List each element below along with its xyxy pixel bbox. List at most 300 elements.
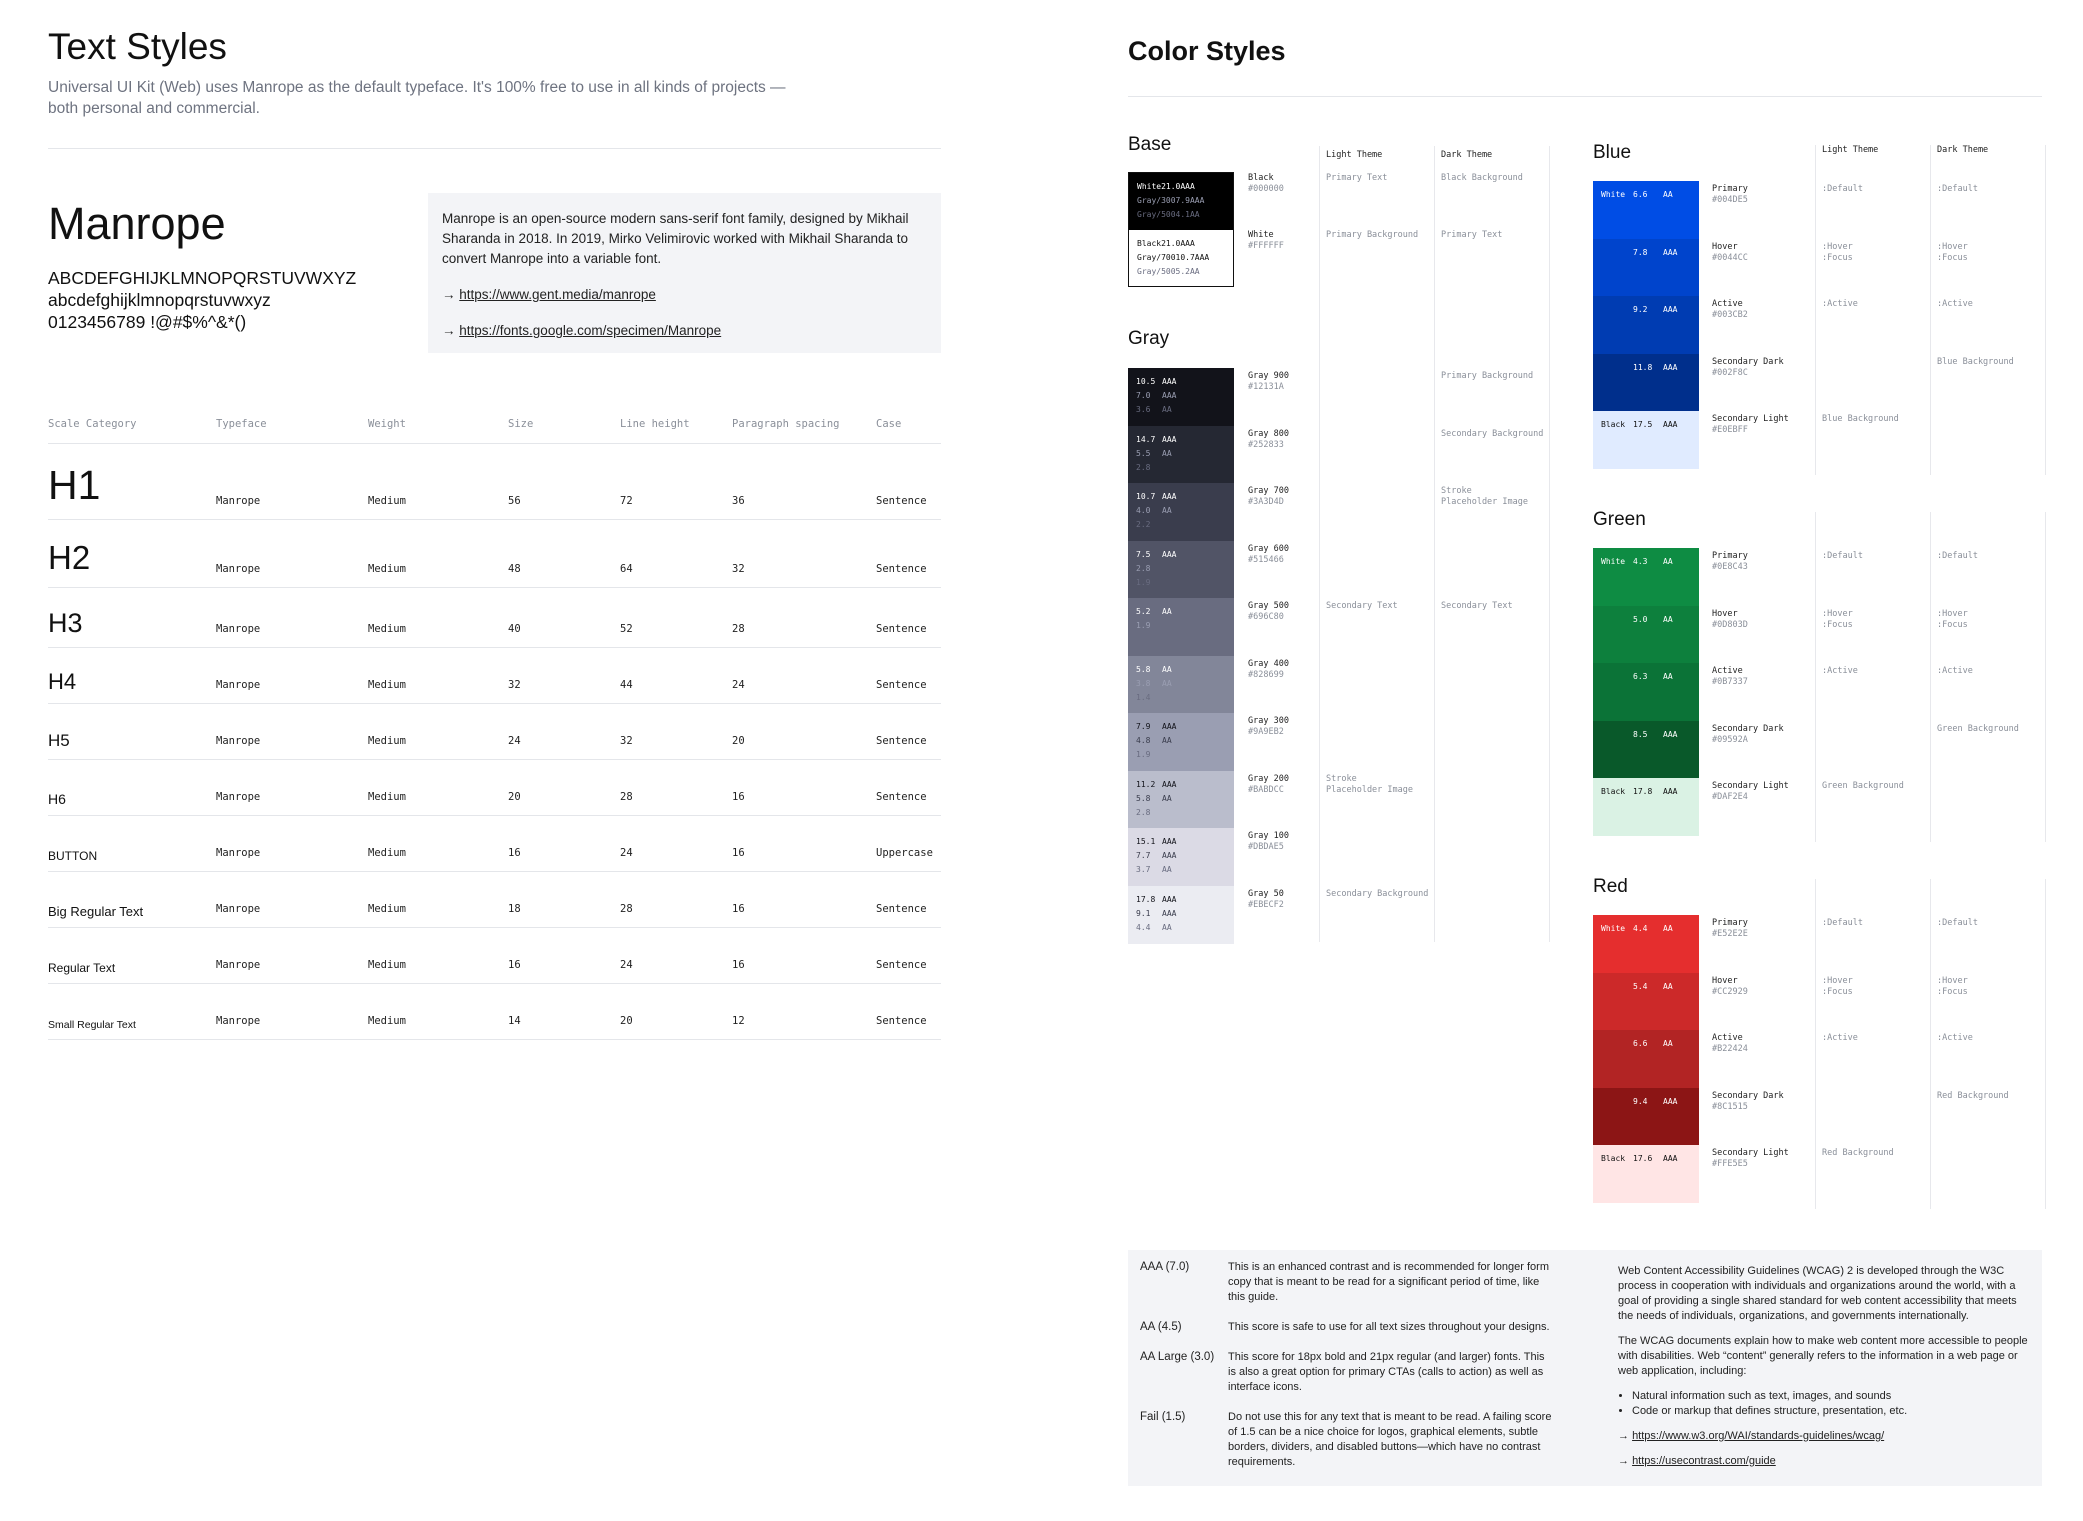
light-theme-usage: Red Background: [1822, 1148, 1894, 1158]
dark-theme-usage: Secondary Text: [1441, 601, 1513, 611]
contrast-row: [1136, 490, 1226, 504]
hex-code: #515466: [1248, 554, 1284, 565]
blue-color-label: [1712, 357, 1784, 379]
black-swatch: [1129, 173, 1233, 230]
contrast-row: [1136, 562, 1226, 576]
blue-color-label: [1712, 299, 1748, 321]
red-color-label: [1712, 976, 1748, 998]
arrow-right-icon: →: [442, 323, 456, 338]
gray-color-label: [1248, 889, 1284, 911]
contrast-ratio: 2.2: [1136, 520, 1151, 529]
light-theme-usage: Secondary Text: [1326, 601, 1398, 611]
hex-code: #DBDAE5: [1248, 842, 1284, 852]
dark-theme-usage: Blue Background: [1937, 356, 2014, 367]
hex-code: #E0EBFF: [1712, 425, 1748, 435]
gray-color-label: [1248, 601, 1289, 623]
contrast-value: 21.0: [1161, 239, 1181, 248]
contrast-row: [1136, 403, 1226, 417]
cell-case: Sentence: [876, 563, 927, 575]
cell-size: 18: [508, 903, 521, 915]
cell-line-height: 64: [620, 563, 633, 575]
wcag-paragraph-2: The WCAG documents explain how to make web content more accessible to people with disabilities. Web “content” generally refers to the information in a web page or web application, including:: [1618, 1335, 2028, 1377]
wcag-paragraph-1: Web Content Accessibility Guidelines (WCAG) 2 is developed through the W3C process in cooperation with individuals and organizations around the world, with a goal of providing a single shared standard for web content accessibility that meets the needs of individuals, organizations, and governments internationally.: [1618, 1265, 2017, 1322]
green-swatch: [1593, 721, 1699, 779]
legend-text: This score is safe to use for all text sizes throughout your designs.: [1228, 1321, 1550, 1333]
hex-code: #3A3D4D: [1248, 497, 1284, 507]
cell-weight: Medium: [368, 903, 406, 915]
blue-swatch: [1593, 239, 1699, 297]
cell-typeface: Manrope: [216, 1015, 261, 1027]
arrow-right-icon: →: [442, 287, 456, 302]
green-swatch: [1593, 778, 1699, 836]
cell-typeface: Manrope: [216, 959, 261, 971]
color-name: Secondary Light: [1712, 781, 1789, 791]
contrast-row: [1136, 921, 1226, 935]
contrast-row: [1136, 548, 1226, 562]
dark-theme-usage: :Hover :Focus: [1937, 241, 1968, 263]
dark-theme-usage: Secondary Background: [1441, 428, 1544, 439]
cell-paragraph: 12: [732, 1015, 745, 1027]
hex-code: #BABDCC: [1248, 784, 1284, 795]
contrast-row: [1136, 778, 1226, 792]
cell-size: 20: [508, 791, 521, 803]
glyph-numbers: 0123456789 !@#$%^&*(): [48, 312, 247, 332]
column-divider: [1930, 879, 1931, 1209]
contrast-ratio: 17.5: [1633, 420, 1653, 429]
contrast-grade: AAA: [1663, 305, 1678, 314]
hex-code: #FFFFFF: [1248, 241, 1284, 251]
contrast-row: [1136, 677, 1226, 691]
contrast-grade: AA: [1663, 924, 1673, 933]
gent-media-link[interactable]: https://www.gent.media/manrope: [459, 287, 656, 302]
scale-category-name: H3: [48, 608, 83, 638]
contrast-grade: AA: [1162, 793, 1172, 803]
contrast-row: [1136, 691, 1226, 705]
contrast-text-color: [1601, 1095, 1633, 1109]
blue-swatch: [1593, 411, 1699, 469]
dark-theme-usage: :Active: [1937, 666, 1973, 676]
contrast-row: [1601, 785, 1691, 799]
section-title-blue: Blue: [1593, 142, 1632, 163]
cell-weight: Medium: [368, 495, 406, 507]
cell-paragraph: 28: [732, 623, 745, 635]
hex-code: #252833: [1248, 439, 1284, 450]
contrast-row: [1136, 893, 1226, 907]
color-name: Gray 800: [1248, 428, 1289, 439]
table-row: [48, 588, 941, 648]
cell-size: 32: [508, 679, 521, 691]
contrast-text-color: Black: [1601, 420, 1626, 429]
contrast-grade: AA: [1162, 736, 1172, 745]
hex-code: #004DE5: [1712, 195, 1748, 205]
glyph-uppercase: ABCDEFGHIJKLMNOPQRSTUVWXYZ: [48, 268, 357, 288]
color-name: Primary: [1712, 551, 1748, 561]
dark-theme-usage: :Hover :Focus: [1937, 608, 1968, 630]
glyph-sample: [48, 267, 356, 333]
light-theme-header: Light Theme: [1326, 150, 1383, 160]
contrast-ratio: 6.6: [1633, 190, 1648, 199]
color-name: Secondary Light: [1712, 1148, 1789, 1158]
contrast-ratio: 9.1: [1136, 908, 1151, 918]
table-row: [48, 984, 941, 1040]
color-name: Gray 300: [1248, 716, 1289, 726]
column-header: Scale Category: [48, 418, 137, 430]
color-name: Gray 700: [1248, 486, 1289, 496]
column-header: Size: [508, 418, 534, 430]
cell-line-height: 52: [620, 623, 633, 635]
contrast-ratio: 5.8: [1136, 793, 1151, 803]
cell-typeface: Manrope: [216, 679, 261, 691]
gray-color-label: [1248, 429, 1289, 451]
arrow-right-icon: →: [1618, 1455, 1629, 1467]
cell-typeface: Manrope: [216, 623, 261, 635]
contrast-row: [1601, 1152, 1691, 1166]
red-swatch: [1593, 1145, 1699, 1203]
red-color-label: [1712, 1091, 1784, 1113]
contrast-grade: AA: [1663, 557, 1673, 566]
cell-line-height: 72: [620, 495, 633, 507]
gray-swatch: [1128, 541, 1234, 599]
dark-theme-usage: Primary Text: [1441, 230, 1503, 240]
contrast-ratio: 8.5: [1633, 729, 1648, 739]
column-divider: [1930, 145, 1931, 475]
gray-color-label: [1248, 371, 1289, 393]
contrast-grade: AAA: [1663, 1154, 1678, 1163]
green-color-label: [1712, 781, 1789, 803]
contrast-text-color: [1601, 980, 1633, 994]
contrast-text-color: [1601, 670, 1633, 684]
cell-case: Sentence: [876, 679, 927, 691]
contrast-ratio: 15.1: [1136, 837, 1156, 846]
color-name: Active: [1712, 666, 1743, 676]
contrast-row: [1601, 613, 1691, 627]
contrast-value: AAA: [1180, 239, 1195, 248]
w3c-wcag-link[interactable]: https://www.w3.org/WAI/standards-guidelines/wcag/: [1632, 1430, 1885, 1442]
blue-color-label: [1712, 184, 1748, 206]
column-header: Paragraph spacing: [732, 418, 840, 430]
column-header: Case: [876, 418, 902, 430]
contrast-grade: AAA: [1162, 434, 1177, 444]
contrast-value: Gray/700: [1137, 253, 1176, 262]
contrast-text-color: Black: [1601, 787, 1626, 796]
contrast-row: [1136, 663, 1226, 677]
base-swatch: [1128, 172, 1234, 287]
contrast-text-color: [1601, 303, 1633, 317]
color-name: Secondary Light: [1712, 414, 1789, 424]
contrast-row: [1136, 720, 1226, 734]
contrast-value: Gray/500: [1137, 267, 1176, 276]
light-theme-usage: Primary Background: [1326, 230, 1419, 240]
contrast-ratio: 4.4: [1633, 924, 1648, 933]
scale-category-name: H1: [48, 462, 101, 508]
color-name: Secondary Dark: [1712, 1090, 1784, 1101]
cell-case: Uppercase: [876, 847, 933, 859]
cell-size: 40: [508, 623, 521, 635]
section-title-base: Base: [1128, 134, 1172, 155]
contrast-legend: [1128, 1250, 2042, 1486]
contrast-row: [1601, 922, 1691, 936]
contrast-row: [1601, 1095, 1691, 1109]
contrast-grade: AA: [1663, 1039, 1673, 1048]
contrast-row: [1136, 375, 1226, 389]
contrast-row: [1137, 180, 1225, 194]
dark-theme-usage: :Hover :Focus: [1937, 975, 1968, 997]
cell-paragraph: 24: [732, 679, 745, 691]
table-row: [48, 520, 941, 588]
cell-case: Sentence: [876, 791, 927, 803]
dark-theme-usage: :Default: [1937, 184, 1978, 194]
contrast-value: Black: [1137, 239, 1162, 248]
contrast-value: 4.1: [1175, 210, 1190, 219]
red-swatch: [1593, 1030, 1699, 1088]
contrast-ratio: 2.8: [1136, 807, 1151, 817]
contrast-value: 7.9: [1175, 196, 1190, 205]
google-fonts-link[interactable]: https://fonts.google.com/specimen/Manrope: [459, 323, 722, 338]
contrast-row: [1136, 518, 1226, 532]
green-swatch: [1593, 606, 1699, 664]
contrast-text-color: [1601, 728, 1633, 742]
contrast-row: [1136, 576, 1226, 590]
contrast-grade: AAA: [1162, 894, 1177, 904]
hex-code: #0D803D: [1712, 619, 1748, 630]
scale-category-name: H4: [48, 669, 77, 694]
blue-color-label: [1712, 414, 1789, 436]
gray-swatch: [1128, 713, 1234, 771]
light-theme-usage: :Active: [1822, 666, 1858, 676]
contrast-grade: AA: [1162, 448, 1172, 458]
cell-size: 14: [508, 1015, 521, 1027]
gray-swatch: [1128, 886, 1234, 944]
font-name: Manrope: [48, 198, 226, 249]
contrast-ratio: 9.2: [1633, 305, 1648, 314]
contrast-grade: AAA: [1162, 722, 1177, 731]
contrast-ratio: 3.6: [1136, 405, 1151, 414]
contrast-row: [1136, 504, 1226, 518]
contrast-value: White: [1137, 182, 1162, 191]
hex-code: #0B7337: [1712, 677, 1748, 687]
contrast-value: 21.0: [1161, 182, 1181, 191]
cell-paragraph: 20: [732, 735, 745, 747]
font-info-card: [428, 193, 941, 353]
legend-key: Fail (1.5): [1140, 1411, 1186, 1423]
contrast-ratio: 1.9: [1136, 750, 1151, 759]
legend-text: This score for 18px bold and 21px regular (and larger) fonts. This is also a great option for primary CTAs (calls to action) as well as interface icons.: [1228, 1351, 1545, 1393]
dark-theme-usage: :Default: [1937, 918, 1978, 928]
cell-weight: Medium: [368, 563, 406, 575]
light-theme-usage: :Hover :Focus: [1822, 241, 1853, 263]
red-swatch: [1593, 1088, 1699, 1146]
contrast-text-color: [1601, 361, 1633, 375]
contrast-row: [1136, 835, 1226, 849]
contrast-row: [1601, 555, 1691, 569]
legend-key: AAA (7.0): [1140, 1261, 1190, 1273]
green-color-label: [1712, 609, 1748, 631]
table-row: [48, 648, 941, 704]
contrast-row: [1136, 605, 1226, 619]
contrast-grade: AA: [1663, 672, 1673, 681]
glyph-lowercase: abcdefghijklmnopqrstuvwxyz: [48, 290, 271, 310]
cell-paragraph: 16: [732, 791, 745, 803]
base-color-label: [1248, 230, 1284, 252]
contrast-row: [1136, 619, 1226, 633]
cell-paragraph: 36: [732, 495, 745, 507]
color-name: Hover: [1712, 975, 1738, 986]
cell-weight: Medium: [368, 735, 406, 747]
hex-code: #FFE5E5: [1712, 1159, 1748, 1169]
contrast-text-color: [1601, 613, 1633, 627]
contrast-row: [1136, 806, 1226, 820]
dark-theme-header: Dark Theme: [1937, 145, 1989, 155]
contrast-row: [1136, 734, 1226, 748]
cell-line-height: 24: [620, 847, 633, 859]
usecontrast-link[interactable]: https://usecontrast.com/guide: [1632, 1455, 1776, 1467]
section-title-gray: Gray: [1128, 328, 1170, 349]
contrast-row: [1136, 748, 1226, 762]
scale-category-name: H6: [48, 791, 66, 807]
contrast-row: [1136, 849, 1226, 863]
contrast-grade: AAA: [1663, 420, 1678, 429]
base-color-label: [1248, 173, 1284, 195]
column-divider: [1319, 146, 1320, 942]
light-theme-usage: :Default: [1822, 918, 1863, 928]
legend-key: AA Large (3.0): [1140, 1351, 1215, 1363]
light-theme-usage: Primary Text: [1326, 173, 1388, 183]
contrast-row: [1136, 792, 1226, 806]
contrast-row: [1601, 418, 1691, 432]
contrast-text-color: White: [1601, 190, 1626, 199]
contrast-ratio: 1.9: [1136, 621, 1151, 630]
wcag-info: [1618, 1264, 2028, 1479]
contrast-ratio: 1.9: [1136, 577, 1151, 587]
contrast-value: AAA: [1180, 182, 1195, 191]
contrast-grade: AA: [1162, 506, 1172, 515]
contrast-ratio: 7.9: [1136, 722, 1151, 731]
cell-weight: Medium: [368, 679, 406, 691]
blue-color-label: [1712, 242, 1748, 264]
contrast-grade: AA: [1162, 865, 1172, 874]
contrast-grade: AAA: [1663, 247, 1678, 257]
contrast-grade: AA: [1663, 190, 1673, 199]
contrast-ratio: 7.7: [1136, 851, 1151, 860]
scale-category-name: BUTTON: [48, 849, 98, 863]
contrast-grade: AAA: [1663, 362, 1678, 372]
contrast-value: Gray/500: [1137, 210, 1176, 219]
hex-code: #B22424: [1712, 1044, 1748, 1054]
column-divider: [2045, 512, 2046, 842]
hex-code: #002F8C: [1712, 367, 1748, 378]
contrast-row: [1601, 670, 1691, 684]
light-theme-usage: :Active: [1822, 1033, 1858, 1043]
column-divider: [1930, 512, 1931, 842]
light-theme-header: Light Theme: [1822, 145, 1879, 155]
contrast-ratio: 11.2: [1136, 779, 1156, 789]
column-divider: [2045, 145, 2046, 475]
cell-size: 56: [508, 495, 521, 507]
contrast-ratio: 5.8: [1136, 664, 1151, 674]
contrast-ratio: 1.4: [1136, 692, 1151, 702]
contrast-grade: AA: [1162, 405, 1172, 414]
cell-typeface: Manrope: [216, 495, 261, 507]
column-divider: [2045, 879, 2046, 1209]
contrast-ratio: 5.2: [1136, 607, 1151, 616]
contrast-ratio: 3.8: [1136, 678, 1151, 688]
wcag-bullet-list: [1632, 1389, 2028, 1419]
section-title-green: Green: [1593, 509, 1646, 530]
cell-line-height: 20: [620, 1015, 633, 1027]
column-header: Weight: [368, 418, 406, 430]
hex-code: #09592A: [1712, 734, 1748, 745]
color-name: Hover: [1712, 608, 1738, 619]
contrast-text-color: Black: [1601, 1154, 1626, 1163]
column-divider: [1549, 146, 1550, 942]
gray-swatch: [1128, 598, 1234, 656]
cell-size: 24: [508, 735, 521, 747]
gray-color-label: [1248, 544, 1289, 566]
light-theme-usage: Secondary Background: [1326, 888, 1429, 899]
column-divider: [1815, 512, 1816, 842]
hex-code: #EBECF2: [1248, 899, 1284, 910]
blue-swatch: [1593, 296, 1699, 354]
scale-table-header: [48, 416, 941, 444]
green-swatch: [1593, 663, 1699, 721]
contrast-row: [1601, 980, 1691, 994]
contrast-grade: AA: [1162, 607, 1172, 616]
contrast-grade: AAA: [1162, 837, 1177, 846]
contrast-row: [1137, 194, 1225, 208]
cell-typeface: Manrope: [216, 563, 261, 575]
contrast-row: [1137, 265, 1225, 279]
color-name: White: [1248, 230, 1274, 240]
contrast-ratio: 3.7: [1136, 865, 1151, 874]
green-color-label: [1712, 666, 1748, 688]
divider: [1128, 96, 2042, 97]
section-title-red: Red: [1593, 876, 1628, 897]
cell-weight: Medium: [368, 791, 406, 803]
color-name: Secondary Dark: [1712, 356, 1784, 367]
gray-color-label: [1248, 486, 1289, 508]
contrast-text-color: White: [1601, 924, 1626, 933]
gray-color-label: [1248, 716, 1289, 738]
gray-swatch: [1128, 771, 1234, 829]
light-theme-usage: :Hover :Focus: [1822, 975, 1853, 997]
cell-case: Sentence: [876, 959, 927, 971]
contrast-value: Gray/300: [1137, 196, 1176, 205]
red-color-label: [1712, 1148, 1789, 1170]
contrast-text-color: White: [1601, 557, 1626, 566]
contrast-grade: AAA: [1162, 377, 1177, 386]
color-name: Active: [1712, 299, 1743, 309]
arrow-right-icon: →: [1618, 1430, 1629, 1442]
contrast-row: [1601, 1037, 1691, 1051]
contrast-row: [1136, 389, 1226, 403]
green-swatch: [1593, 548, 1699, 606]
green-color-label: [1712, 551, 1748, 573]
contrast-grade: AAA: [1663, 1096, 1678, 1106]
legend-text: Do not use this for any text that is meant to be read. A failing score of 1.5 can be a nice choice for logos, graphical elements, subtle borders, dividers, and disabled buttons—which have no contrast requirements.: [1228, 1411, 1552, 1468]
contrast-ratio: 5.5: [1136, 448, 1151, 458]
dark-theme-usage: Green Background: [1937, 723, 2019, 734]
contrast-ratio: 7.5: [1136, 549, 1151, 559]
contrast-grade: AA: [1162, 664, 1172, 674]
color-name: Primary: [1712, 918, 1748, 928]
hex-code: #CC2929: [1712, 986, 1748, 997]
contrast-value: AA: [1189, 210, 1200, 219]
contrast-row: [1136, 863, 1226, 877]
cell-paragraph: 16: [732, 847, 745, 859]
hex-code: #0E8C43: [1712, 562, 1748, 572]
list-item: • Natural information such as text, images, and sounds: [1632, 1389, 2028, 1404]
contrast-value: 10.7: [1175, 253, 1195, 262]
